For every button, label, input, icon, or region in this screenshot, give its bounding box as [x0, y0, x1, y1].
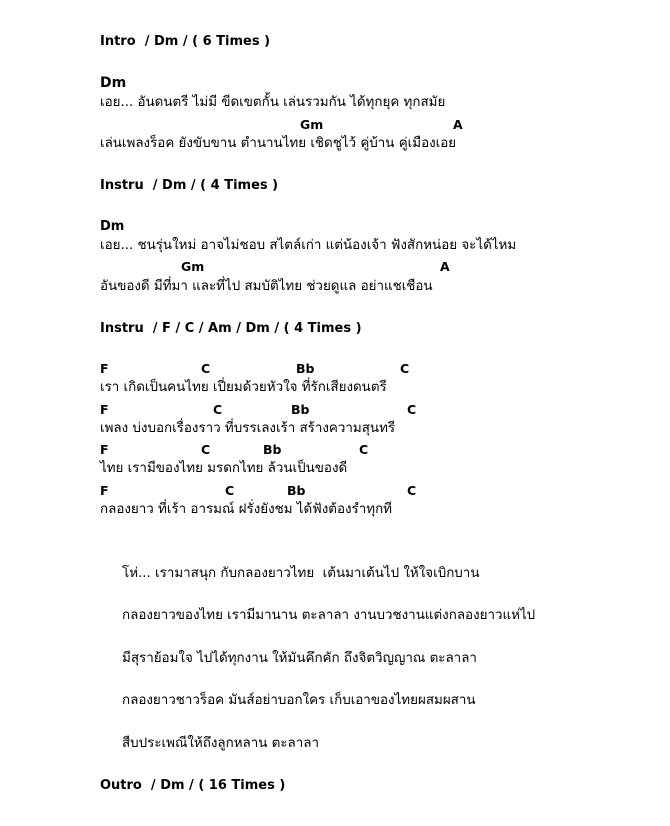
chorus-row3-chord-3: Bb	[263, 442, 282, 457]
chorus-row3-lyric: ไทย เรามีของไทย มรดกไทย ล้วนเป็นของดี	[100, 461, 348, 476]
chorus-row2-chord-1: F	[100, 402, 109, 417]
chorus-row3-chord-1: F	[100, 442, 109, 457]
chorus-row1-chord-4: C	[400, 361, 410, 376]
chorus-row4-lyric: กลองยาว ที่เร้า อารมณ์ ฝรั่งยังชม ได้ฟังต้องรำทุกที	[100, 502, 392, 517]
verse1-chord-gm: Gm	[300, 117, 324, 132]
instru1-label: Instru / Dm / ( 4 Times )	[100, 178, 279, 193]
chorus-row1-chord-1: F	[100, 361, 109, 376]
chorus-row2-chord-4: C	[407, 402, 417, 417]
verse2-chord-a: A	[440, 259, 450, 274]
chorus-row4-chord-2: C	[225, 483, 235, 498]
verse1-lyric-2: เล่นเพลงร็อค ยังขับขาน ตำนานไทย เชิดชูไว้ คู่บ้าน คู่เมืองเอย	[100, 136, 457, 151]
intro-label: Intro / Dm / ( 6 Times )	[100, 34, 271, 49]
verse2-lyric-2: อันของดี มีที่มา และที่ไป สมบัติไทย ช่วยดูแล อย่าแชเชือน	[100, 279, 433, 294]
verse2-chord-gm: Gm	[181, 259, 205, 274]
outro-label: Outro / Dm / ( 16 Times )	[100, 778, 286, 793]
chorus-row2-chord-2: C	[213, 402, 223, 417]
chorus-row4-chord-4: C	[407, 483, 417, 498]
verse1-chord-a: A	[453, 117, 463, 132]
spoken-line-2: กลองยาวของไทย เรามีมานาน ตะลาลา งานบวชงานแต่งกลองยาวแห่ไป	[122, 608, 536, 623]
chorus-row1-chord-2: C	[201, 361, 211, 376]
spoken-line-1: โห่... เรามาสนุก กับกลองยาวไทย เต้นมาเต้นไป ให้ใจเบิกบาน	[122, 566, 480, 581]
instru2-label: Instru / F / C / Am / Dm / ( 4 Times )	[100, 321, 362, 336]
chorus-row4-chord-1: F	[100, 483, 109, 498]
spoken-line-3: มีสุราย้อมใจ ไปได้ทุกงาน ให้มันคึกคัก ถึงจิตวิญญาณ ตะลาลา	[122, 651, 477, 666]
verse2-chord-dm: Dm	[100, 219, 125, 234]
chorus-row2-chord-3: Bb	[291, 402, 310, 417]
chorus-row2-lyric: เพลง บ่งบอกเรื่องราว ที่บรรเลงเร้า สร้างความสุนทรี	[100, 421, 396, 436]
spoken-line-5: สืบประเพณีให้ถึงลูกหลาน ตะลาลา	[122, 736, 320, 751]
chorus-row1-lyric: เรา เกิดเป็นคนไทย เปี่ยมด้วยหัวใจ ที่รักเสียงดนตรี	[100, 380, 387, 395]
verse2-lyric-1: เอย... ชนรุ่นใหม่ อาจไม่ชอบ สไตล์เก่า แต่น้องเจ้า ฟังสักหน่อย จะได้ไหม	[100, 238, 517, 253]
chorus-row4-chord-3: Bb	[287, 483, 306, 498]
chorus-row3-chord-4: C	[359, 442, 369, 457]
verse1-lyric-1: เอย... อันดนตรี ไม่มี ขีดเขตกั้น เล่นรวมกัน ได้ทุกยุค ทุกสมัย	[100, 95, 446, 110]
spoken-line-4: กลองยาวชาวร็อค มันส์อย่าบอกใคร เก็บเอาของไทยผสมผสาน	[122, 693, 476, 708]
verse1-chord-dm: Dm	[100, 75, 127, 91]
chorus-row3-chord-2: C	[201, 442, 211, 457]
chorus-row1-chord-3: Bb	[296, 361, 315, 376]
